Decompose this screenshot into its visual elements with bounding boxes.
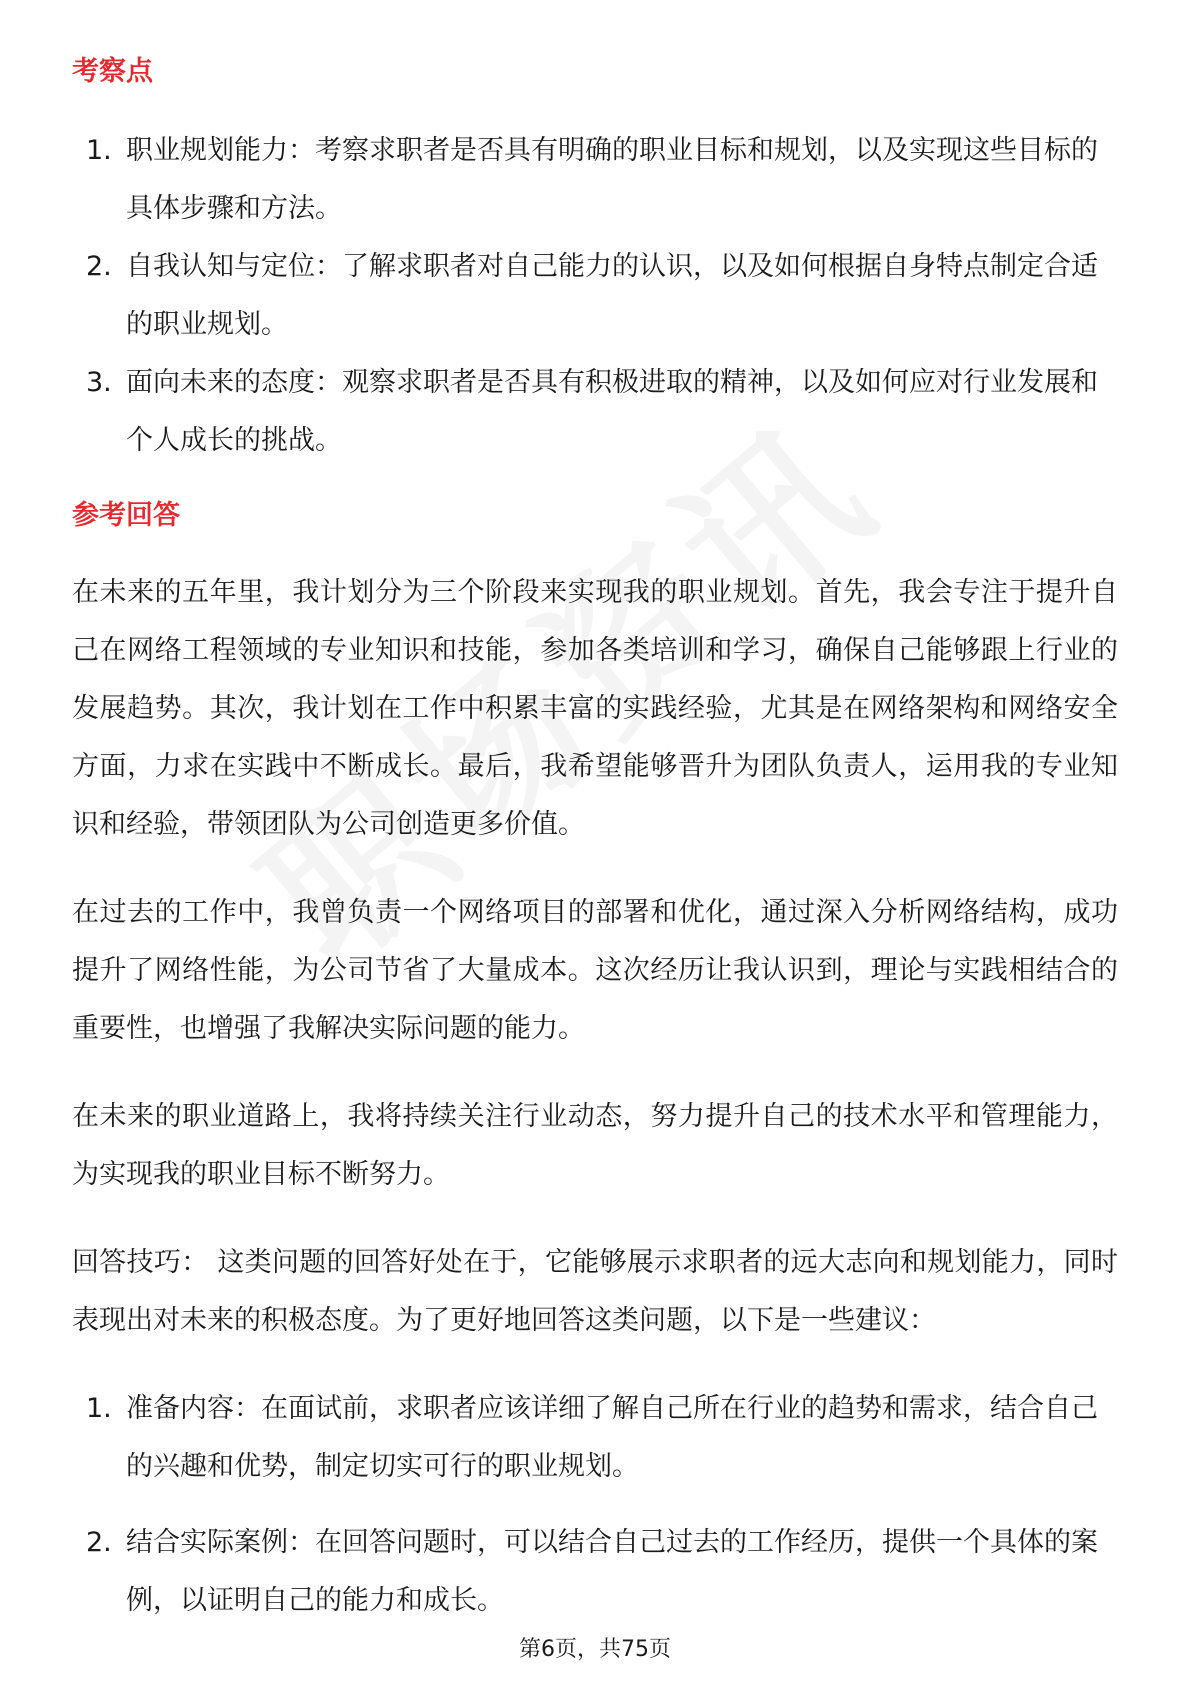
- page-number-footer: 第6页，共75页: [519, 1637, 671, 1662]
- list-item-text: 面向未来的态度：观察求职者是否具有积极进取的精神，以及如何应对行业发展和个人成长的挑战。: [126, 367, 1098, 456]
- document-body: [72, 40, 1118, 1648]
- evaluation-points-list: [72, 122, 1118, 470]
- list-item-number: 1.: [86, 135, 112, 166]
- list-item: [72, 1514, 1118, 1630]
- list-item-number: 1.: [86, 1393, 112, 1424]
- answer-paragraph-2: 在过去的工作中，我曾负责一个网络项目的部署和优化，通过深入分析网络结构，成功提升了网络性能，为公司节省了大量成本。这次经历让我认识到，理论与实践相结合的重要性，也增强了我解决实际问题的能力。: [72, 897, 1118, 1044]
- list-item-text: 自我认知与定位：了解求职者对自己能力的认识，以及如何根据自身特点制定合适的职业规划。: [126, 251, 1098, 340]
- list-item-number: 2.: [86, 251, 112, 282]
- list-item-number: 2.: [86, 1527, 112, 1558]
- list-item: [72, 1380, 1118, 1496]
- list-item-number: 3.: [86, 367, 112, 398]
- list-item-text: 职业规划能力：考察求职者是否具有明确的职业目标和规划，以及实现这些目标的具体步骤和方法。: [126, 135, 1098, 224]
- list-item: [72, 354, 1118, 470]
- answer-paragraph-3: 在未来的职业道路上，我将持续关注行业动态，努力提升自己的技术水平和管理能力，为实现我的职业目标不断努力。: [72, 1101, 1118, 1190]
- answer-tips-list: [72, 1380, 1118, 1630]
- list-item-text: 结合实际案例：在回答问题时，可以结合自己过去的工作经历，提供一个具体的案例，以证明自己的能力和成长。: [126, 1527, 1098, 1616]
- list-item: [72, 122, 1118, 238]
- answer-tips-intro: 回答技巧： 这类问题的回答好处在于，它能够展示求职者的远大志向和规划能力，同时表现出对未来的积极态度。为了更好地回答这类问题，以下是一些建议：: [72, 1247, 1118, 1336]
- list-item-text: 准备内容：在面试前，求职者应该详细了解自己所在行业的趋势和需求，结合自己的兴趣和优势，制定切实可行的职业规划。: [126, 1393, 1098, 1482]
- list-item: [72, 238, 1118, 354]
- section-heading-reference-answer: 参考回答: [72, 500, 180, 531]
- section-heading-evaluation-points: 考察点: [72, 56, 153, 87]
- answer-paragraph-1: 在未来的五年里，我计划分为三个阶段来实现我的职业规划。首先，我会专注于提升自己在网络工程领域的专业知识和技能，参加各类培训和学习，确保自己能够跟上行业的发展趋势。其次，我计划在工作中积累丰富的实践经验，尤其是在网络架构和网络安全方面，力求在实践中不断成长。最后，我希望能够晋升为团队负责人，运用我的专业知识和经验，带领团队为公司创造更多价值。: [72, 577, 1118, 840]
